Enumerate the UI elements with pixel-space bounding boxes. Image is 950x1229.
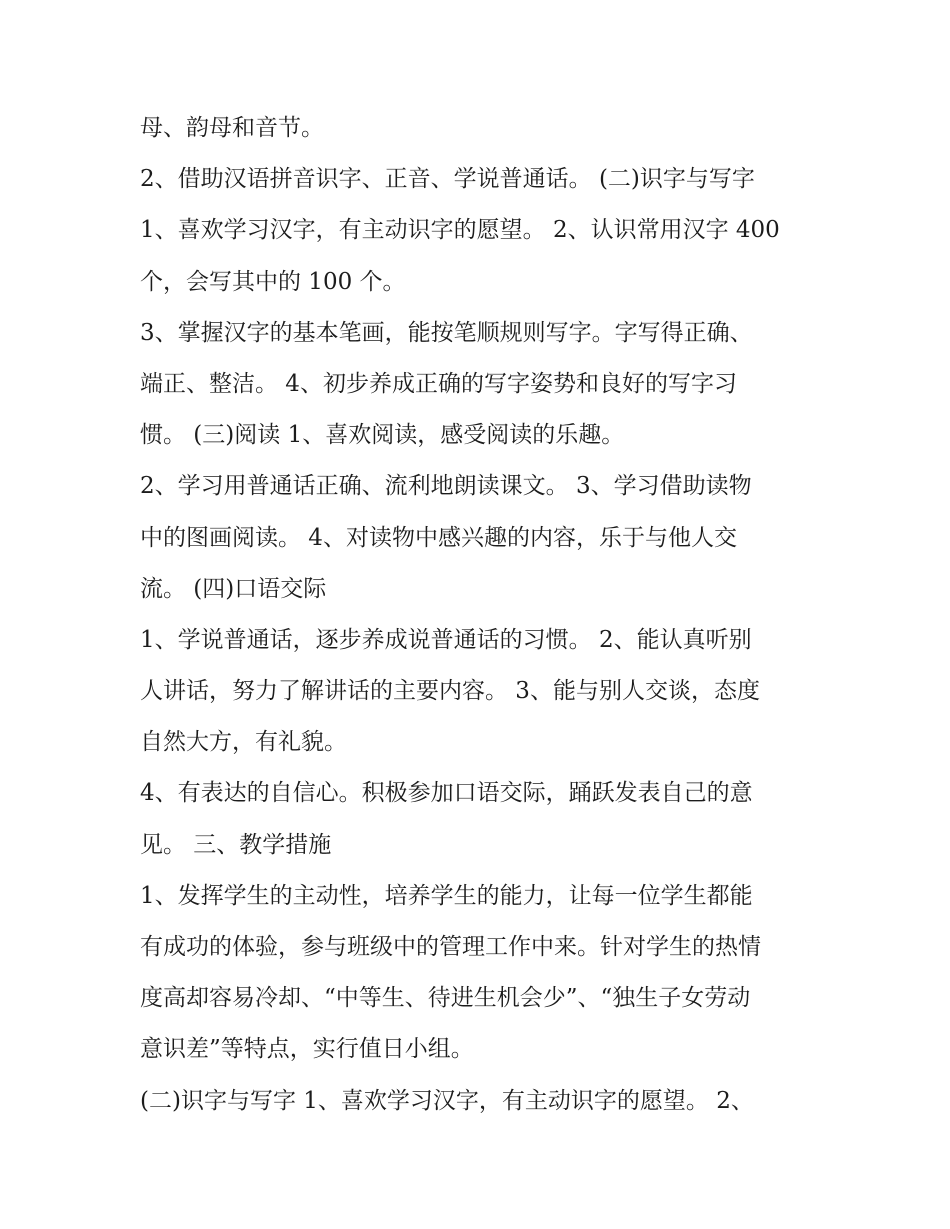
text-line: 意识差”等特点，实行值日小组。: [140, 1036, 474, 1063]
text-line: 1、学说普通话，逐步养成说普通话的习惯。 2、能认真听别: [140, 626, 752, 653]
text-line: 惯。 (三)阅读 1、喜欢阅读，感受阅读的乐趣。: [140, 422, 625, 449]
text-line: 母、韵母和音节。: [140, 115, 324, 141]
document-body: [140, 103, 820, 1127]
text-line: (二)识字与写字 1、喜欢学习汉字，有主动识字的愿望。 2、: [140, 1087, 754, 1114]
text-line: 见。 三、教学措施: [140, 831, 332, 858]
text-line: 有成功的体验，参与班级中的管理工作中来。针对学生的热情: [140, 934, 761, 960]
text-line: 端正、整洁。 4、初步养成正确的写字姿势和良好的写字习: [140, 370, 737, 397]
text-line: 流。 (四)口语交际: [140, 575, 327, 602]
text-line: 4、有表达的自信心。积极参加口语交际，踊跃发表自己的意: [140, 780, 753, 807]
text-line: 1、发挥学生的主动性，培养学生的能力，让每一位学生都能: [140, 882, 753, 909]
text-line: 1、喜欢学习汉字，有主动识字的愿望。 2、认识常用汉字 400: [140, 217, 780, 244]
text-line: 3、掌握汉字的基本笔画，能按笔顺规则写字。字写得正确、: [140, 319, 753, 346]
text-line: 2、借助汉语拼音识字、正音、学说普通话。 (二)识字与写字: [140, 166, 755, 193]
text-line: 人讲话，努力了解讲话的主要内容。 3、能与别人交谈，态度: [140, 678, 760, 705]
text-line: 2、学习用普通话正确、流利地朗读课文。 3、学习借助读物: [140, 473, 752, 500]
text-line: 中的图画阅读。 4、对读物中感兴趣的内容，乐于与他人交: [140, 524, 737, 551]
text-line: 自然大方，有礼貌。: [140, 729, 347, 756]
text-line: 个，会写其中的 100 个。: [140, 268, 406, 295]
text-line: 度高却容易冷却、“中等生、待进生机会少”、“独生子女劳动: [140, 985, 751, 1012]
